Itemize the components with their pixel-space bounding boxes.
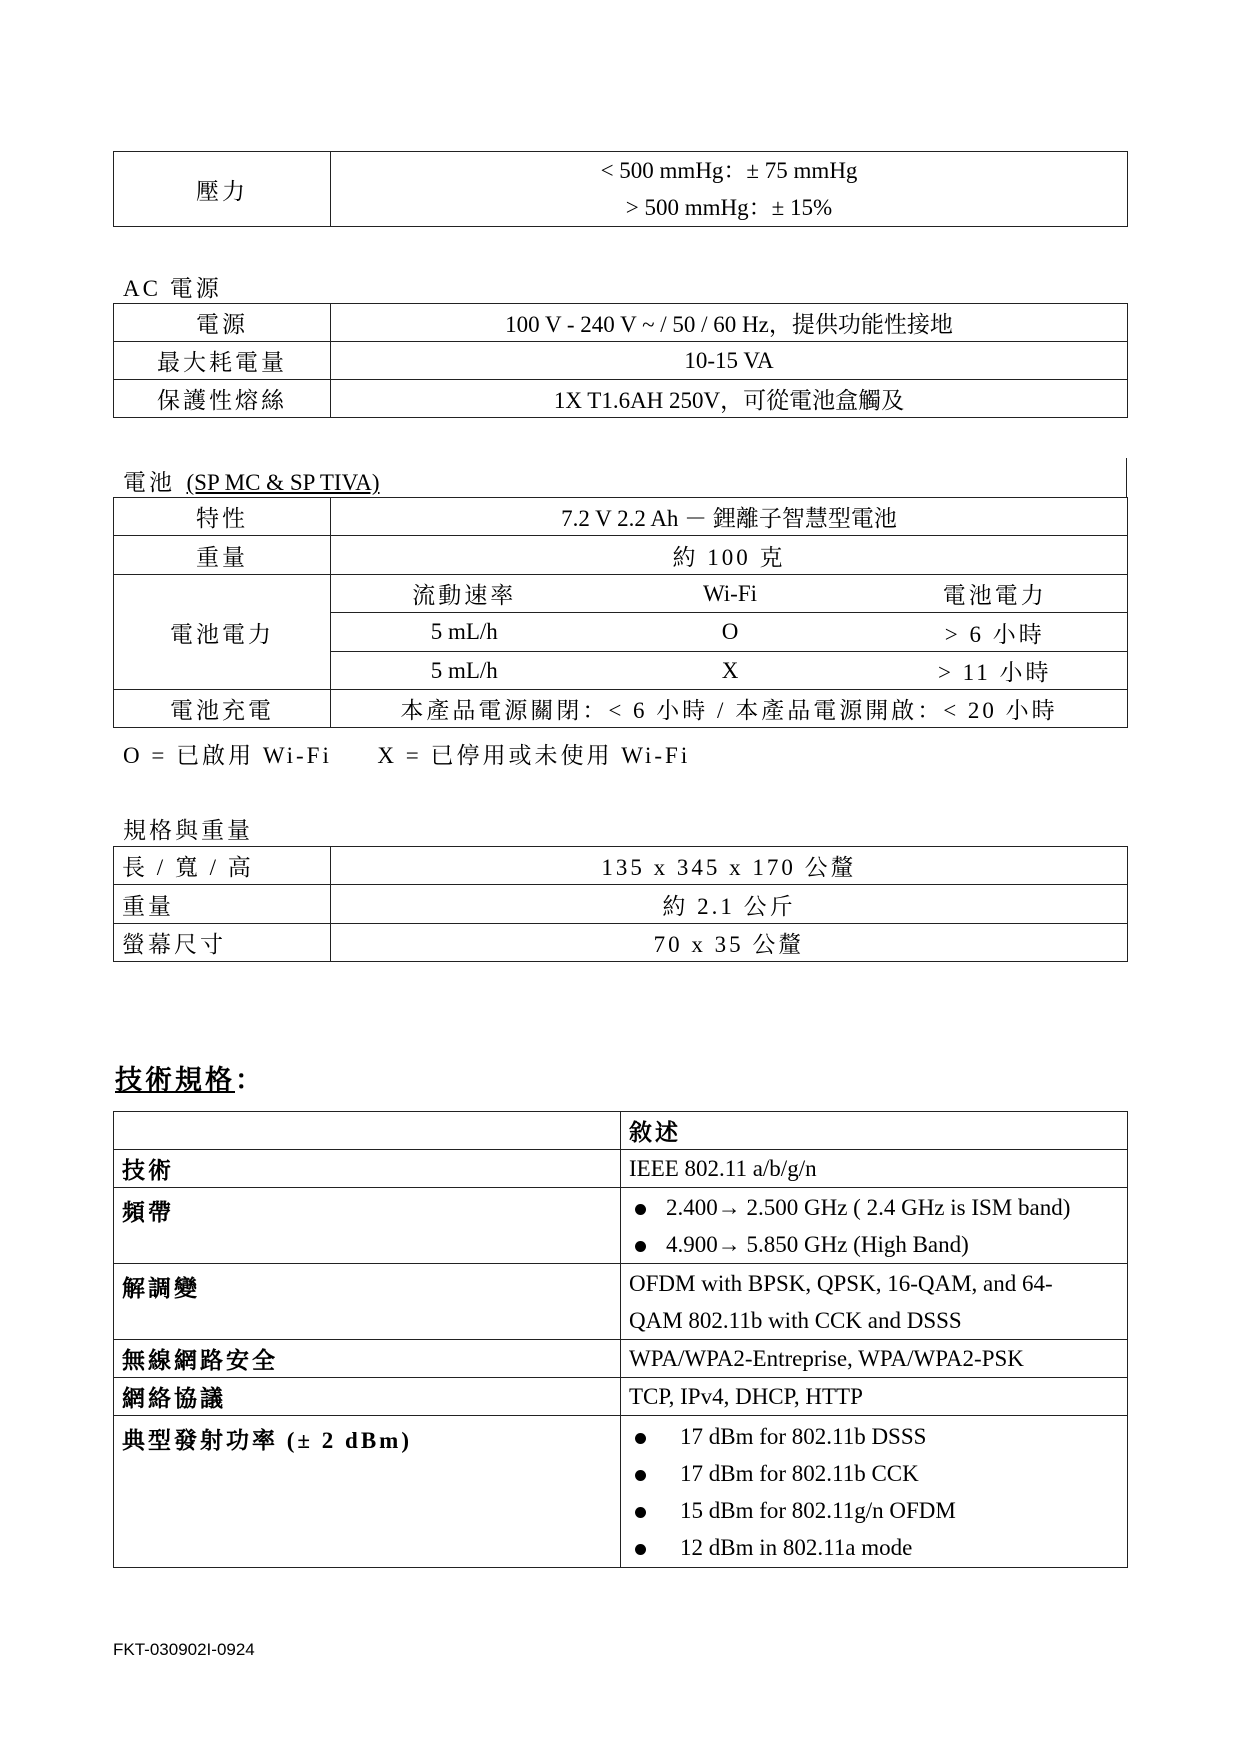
table-row: [114, 1340, 1128, 1378]
ac-row-value: 1X T1.6AH 250V，可從電池盒觸及: [331, 380, 1128, 418]
battery-spec-value: 7.2 V 2.2 Ah － 鋰離子智慧型電池: [331, 498, 1128, 536]
bullet-text: 15 dBm for 802.11g/n OFDM: [680, 1497, 956, 1523]
pressure-line-1: < 500 mmHg：± 75 mmHg: [600, 158, 858, 183]
tech-heading-colon: ：: [235, 1065, 262, 1095]
tech-heading-text: 技術規格: [115, 1065, 235, 1095]
tech-row-label: 網絡協議: [114, 1378, 621, 1416]
pressure-table: [113, 151, 1128, 227]
tech-row-label: 解調變: [114, 1264, 621, 1340]
table-row: [114, 1264, 1128, 1340]
ac-power-title: AC 電源: [123, 276, 222, 301]
battery-title-frame: [1126, 458, 1127, 497]
text-line: OFDM with BPSK, QPSK, 16-QAM, and 64-: [629, 1270, 1053, 1296]
tech-row-value: IEEE 802.11 a/b/g/n: [621, 1150, 1128, 1188]
pressure-line-2: > 500 mmHg：± 15%: [625, 195, 833, 220]
bullet-text: 17 dBm for 802.11b DSSS: [680, 1423, 927, 1449]
tech-desc-header: 敘述: [621, 1112, 1128, 1150]
power-cell: > 6 小時: [863, 613, 1128, 652]
battery-table: [113, 497, 1128, 728]
table-row: [114, 1416, 1128, 1568]
power-cell: X: [598, 652, 863, 690]
power-cell: > 11 小時: [863, 652, 1128, 690]
tech-row-value: [621, 1416, 1128, 1568]
table-row: [114, 847, 1128, 885]
dim-row-label: 長 / 寬 / 高: [114, 847, 331, 885]
wifi-legend: [123, 737, 690, 770]
dim-row-value: 70 x 35 公釐: [331, 924, 1128, 962]
battery-weight-label: 重量: [114, 536, 331, 575]
text-line: QAM 802.11b with CCK and DSSS: [629, 1307, 962, 1333]
dim-row-label: 螢幕尺寸: [114, 924, 331, 962]
table-row: [114, 1150, 1128, 1188]
tech-table: [113, 1111, 1128, 1568]
tech-row-value: WPA/WPA2-Entreprise, WPA/WPA2-PSK: [621, 1340, 1128, 1378]
battery-charge-label: 電池充電: [114, 690, 331, 728]
ac-row-value: 10-15 VA: [331, 342, 1128, 380]
list-item: [629, 1226, 1119, 1263]
bullet-text: 4.900→ 5.850 GHz (High Band): [666, 1231, 969, 1257]
dim-row-value: 約 2.1 公斤: [331, 885, 1128, 924]
table-row: [114, 924, 1128, 962]
power-header-wifi: Wi-Fi: [598, 575, 863, 613]
ac-power-table: [113, 303, 1128, 418]
battery-spec-label: 特性: [114, 498, 331, 536]
table-row: [114, 1378, 1128, 1416]
legend-x: X = 已停用或未使用 Wi-Fi: [377, 743, 691, 768]
list-item: [629, 1529, 1119, 1566]
tech-row-value: [621, 1188, 1128, 1264]
battery-title-link[interactable]: (SP MC & SP TIVA): [186, 470, 380, 495]
ac-row-label: 電源: [114, 304, 331, 342]
ac-row-label: 最大耗電量: [114, 342, 331, 380]
ac-row-label: 保護性熔絲: [114, 380, 331, 418]
table-row: [114, 380, 1128, 418]
power-cell: 5 mL/h: [331, 652, 598, 690]
bullet-icon: [635, 1433, 646, 1444]
list-item: [629, 1455, 1119, 1492]
pressure-label: 壓力: [114, 152, 331, 227]
bullet-text: 12 dBm in 802.11a mode: [680, 1534, 913, 1560]
bullet-text: 2.400→ 2.500 GHz ( 2.4 GHz is ISM band): [666, 1194, 1071, 1220]
ac-row-value: 100 V - 240 V ~ / 50 / 60 Hz，提供功能性接地: [331, 304, 1128, 342]
bullet-icon: [635, 1470, 646, 1481]
table-row: [114, 342, 1128, 380]
table-row: [114, 885, 1128, 924]
tech-row-label: 典型發射功率 (± 2 dBm): [114, 1416, 621, 1568]
tech-heading: [115, 1058, 262, 1097]
pressure-values: [331, 152, 1128, 227]
bullet-icon: [635, 1544, 646, 1555]
battery-charge-value: 本產品電源關閉：< 6 小時 / 本產品電源開啟：< 20 小時: [331, 690, 1128, 728]
battery-title-prefix: 電池: [123, 470, 175, 495]
list-item: [629, 1492, 1119, 1529]
dim-row-label: 重量: [114, 885, 331, 924]
document-code: FKT-030902I-0924: [113, 1640, 255, 1659]
legend-o: O = 已啟用 Wi-Fi: [123, 743, 332, 768]
dimensions-table: [113, 846, 1128, 962]
tech-row-label: 技術: [114, 1150, 621, 1188]
dimensions-title: 規格與重量: [123, 818, 253, 843]
dim-row-value: 135 x 345 x 170 公釐: [331, 847, 1128, 885]
bullet-icon: [635, 1241, 646, 1252]
bullet-icon: [635, 1204, 646, 1215]
bullet-text: 17 dBm for 802.11b CCK: [680, 1460, 919, 1486]
power-header-flow: 流動速率: [331, 575, 598, 613]
battery-power-label: 電池電力: [114, 575, 331, 690]
tech-row-value: [621, 1264, 1128, 1340]
tech-row-label: 無線網路安全: [114, 1340, 621, 1378]
list-item: [629, 1418, 1119, 1455]
power-header-battery: 電池電力: [863, 575, 1128, 613]
tech-header-empty: [114, 1112, 621, 1150]
bullet-icon: [635, 1507, 646, 1518]
tech-row-value: TCP, IPv4, DHCP, HTTP: [621, 1378, 1128, 1416]
battery-weight-value: 約 100 克: [331, 536, 1128, 575]
list-item: [629, 1189, 1119, 1226]
battery-title: [123, 464, 380, 497]
power-cell: O: [598, 613, 863, 652]
table-row: [114, 304, 1128, 342]
table-row: [114, 1188, 1128, 1264]
power-cell: 5 mL/h: [331, 613, 598, 652]
tech-row-label: 頻帶: [114, 1188, 621, 1264]
